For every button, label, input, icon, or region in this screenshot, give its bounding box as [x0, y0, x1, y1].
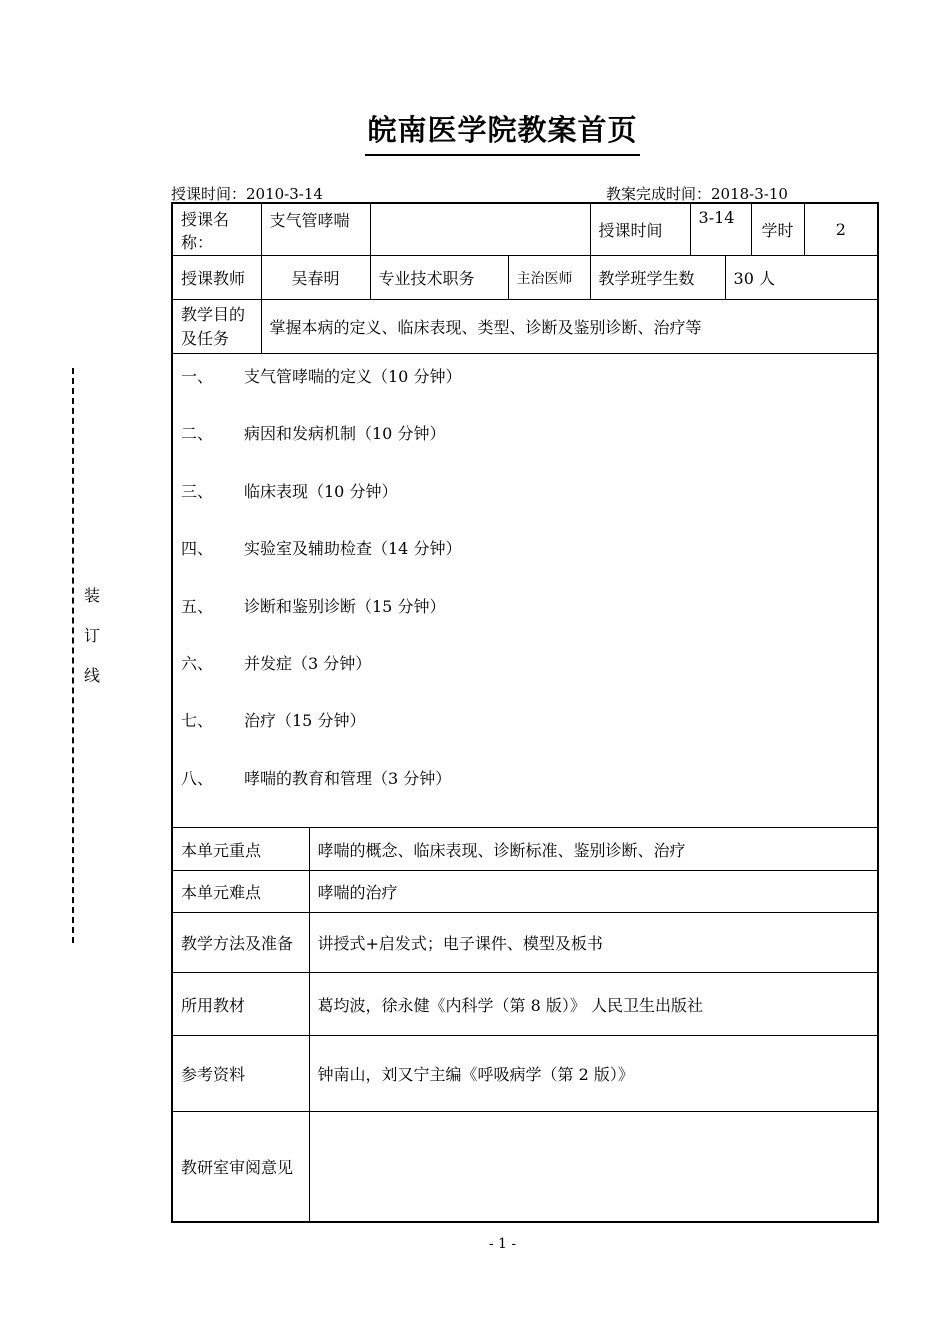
outline-num: 七、 [181, 711, 214, 731]
outline-item [181, 536, 869, 593]
hours-value: 2 [835, 220, 846, 239]
row-course [172, 203, 878, 256]
difficulties-label: 本单元难点 [172, 871, 309, 913]
binding-char-2: 订 [83, 626, 100, 645]
hours-label: 学时 [752, 204, 805, 255]
row-methods [172, 913, 878, 973]
references-label: 参考资料 [172, 1036, 309, 1112]
outline-num: 一、 [181, 367, 214, 386]
hours-cell [751, 203, 878, 256]
textbook-label: 所用教材 [172, 973, 309, 1036]
outline-text: 诊断和鉴别诊断（15 分钟） [244, 596, 446, 616]
row-goal [172, 300, 878, 354]
key-points-label: 本单元重点 [172, 828, 309, 871]
teacher-label: 授课教师 [172, 256, 261, 300]
goal-label: 教学目的及任务 [172, 300, 261, 354]
outline-item [181, 594, 869, 651]
row-textbook [172, 973, 878, 1036]
prof-title-value: 主治医师 [508, 256, 590, 300]
references-value: 钟南山，刘又宁主编《呼吸病学（第 2 版）》 [309, 1036, 878, 1112]
class-time-value: 3-14 [690, 203, 751, 256]
students-value: 30 人 [725, 256, 878, 300]
review-label: 教研室审阅意见 [172, 1112, 309, 1222]
page-title [0, 108, 950, 156]
methods-label: 教学方法及准备 [172, 913, 309, 973]
complete-date: 教案完成时间：2018-3-10 [606, 185, 788, 203]
outline-item [181, 651, 869, 708]
row-key-points [172, 828, 878, 871]
students-label: 教学班学生数 [590, 256, 725, 300]
row-references [172, 1036, 878, 1112]
outline-text: 治疗（15 分钟） [244, 711, 366, 731]
outline-item [181, 708, 869, 765]
class-time-label: 授课时间 [590, 203, 690, 256]
review-value [309, 1112, 878, 1222]
outline-num: 八、 [181, 768, 214, 788]
outline-text: 临床表现（10 分钟） [244, 481, 398, 501]
lesson-plan-table [171, 202, 879, 1223]
goal-value: 掌握本病的定义、临床表现、类型、诊断及鉴别诊断、治疗等 [261, 300, 878, 354]
outline-item [181, 421, 869, 478]
outline-num: 四、 [181, 539, 214, 559]
row-outline [172, 354, 878, 828]
outline-text: 支气管哮喘的定义（10 分钟） [244, 367, 462, 386]
page-number: - 1 - [488, 1236, 517, 1252]
row-review [172, 1112, 878, 1222]
outline-text: 实验室及辅助检查（14 分钟） [244, 539, 462, 559]
binding-dashed-line [72, 368, 74, 943]
difficulties-value: 哮喘的治疗 [309, 871, 878, 913]
outline-num: 五、 [181, 596, 214, 616]
outline-item [181, 766, 869, 823]
outline-item [181, 479, 869, 536]
row-teacher [172, 256, 878, 300]
outline-num: 六、 [181, 653, 214, 673]
methods-value: 讲授式+启发式；电子课件、模型及板书 [309, 913, 878, 973]
course-name-value: 支气管哮喘 [261, 203, 370, 256]
binding-char-3: 线 [83, 666, 100, 685]
course-name-extra [370, 203, 590, 256]
teacher-value: 吴春明 [261, 256, 370, 300]
binding-label [82, 576, 102, 696]
teach-date: 授课时间：2010-3-14 [171, 185, 323, 203]
key-points-value: 哮喘的概念、临床表现、诊断标准、鉴别诊断、治疗 [309, 828, 878, 871]
outline-text: 并发症（3 分钟） [244, 653, 372, 673]
outline-text: 病因和发病机制（10 分钟） [244, 424, 446, 444]
outline-cell [172, 354, 878, 828]
outline-num: 三、 [181, 481, 214, 501]
row-difficulties [172, 871, 878, 913]
course-name-label: 授课名称： [172, 203, 261, 256]
binding-char-1: 装 [83, 586, 100, 605]
outline-text: 哮喘的教育和管理（3 分钟） [244, 768, 452, 788]
page-title-text: 皖南医学院教案首页 [365, 108, 639, 156]
outline-item [181, 364, 869, 421]
textbook-value: 葛均波，徐永健《内科学（第 8 版）》 人民卫生出版社 [309, 973, 878, 1036]
prof-title-label: 专业技术职务 [370, 256, 508, 300]
outline-num: 二、 [181, 424, 214, 444]
